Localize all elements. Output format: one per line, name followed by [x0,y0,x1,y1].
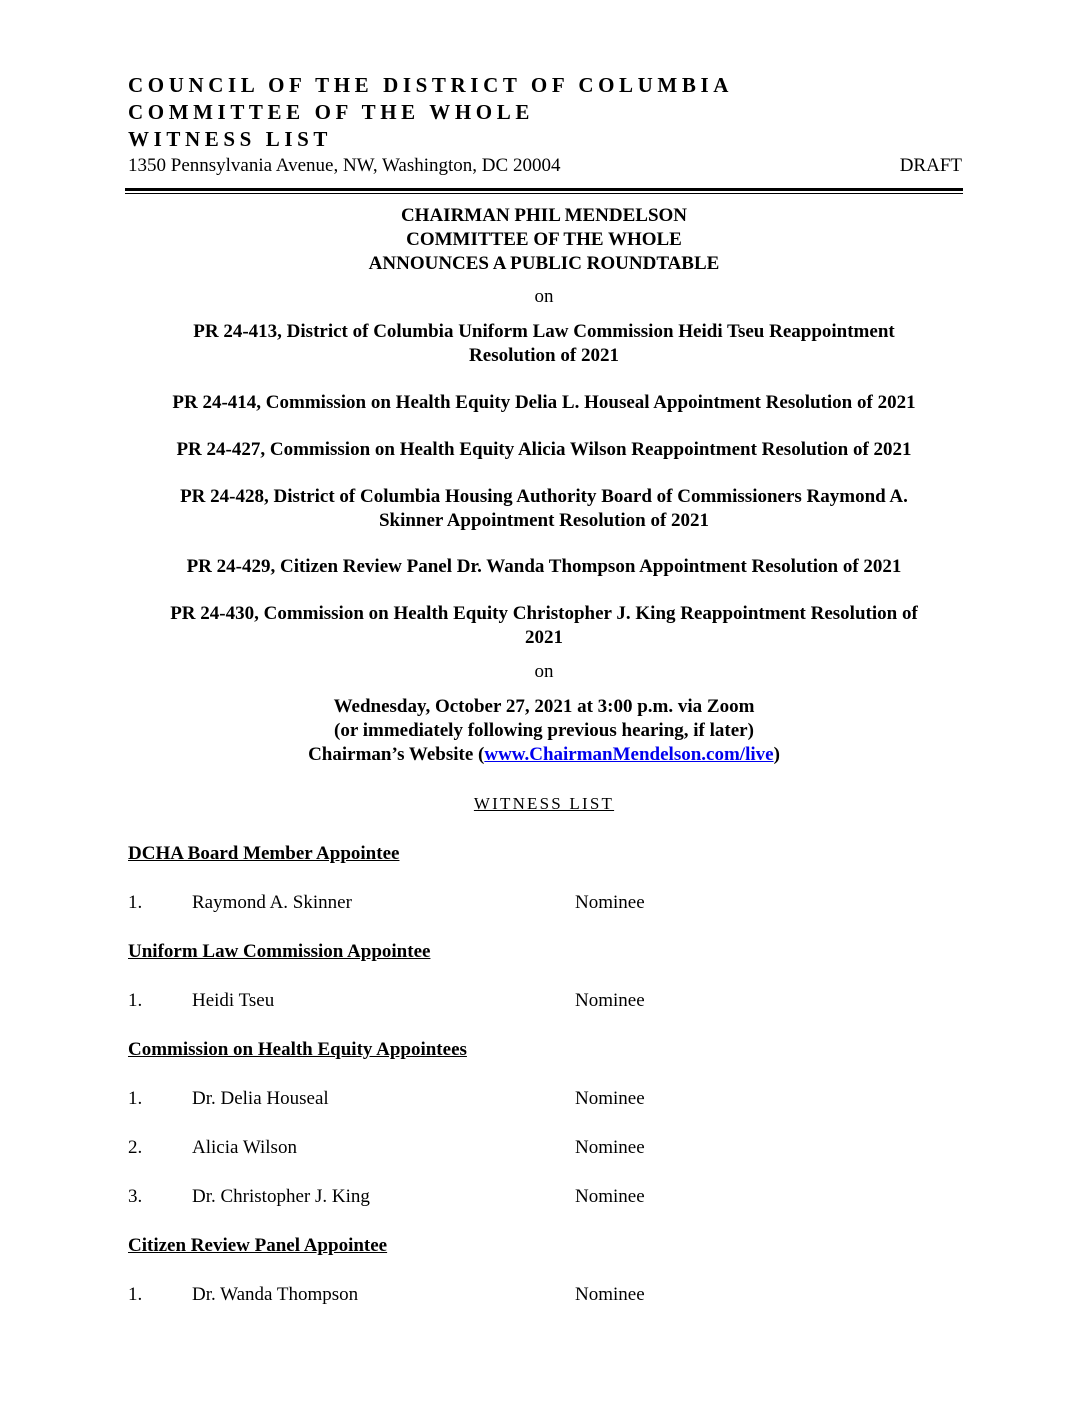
witness-number: 2. [128,1137,143,1158]
witness-name: Dr. Delia Houseal [192,1088,329,1109]
witness-number: 3. [128,1186,143,1207]
letterhead [128,72,962,178]
resolution-line: Resolution of 2021 [469,345,619,366]
witness-role: Nominee [575,1137,645,1158]
resolution-line: 2021 [525,627,563,648]
address-row [128,154,962,178]
resolution-item [120,555,968,579]
website-suffix: ) [773,744,780,765]
announcement-committee: COMMITTEE OF THE WHOLE [406,229,682,250]
chairman-name: CHAIRMAN PHIL MENDELSON [400,205,688,226]
resolution-item [120,438,968,462]
council-name: COUNCIL OF THE DISTRICT OF COLUMBIA [128,73,733,97]
resolution-line: PR 24-428, District of Columbia Housing Authority Board of Commissioners Raymond A. [180,486,908,507]
resolution-line: PR 24-414, Commission on Health Equity Delia L. Houseal Appointment Resolution of 2021 [172,392,916,413]
witness-role: Nominee [575,990,645,1011]
announcement-title: ANNOUNCES A PUBLIC ROUNDTABLE [368,253,720,274]
resolution-item [120,391,968,415]
hearing-note: (or immediately following previous hearing, if later) [334,720,754,741]
resolution-line: Skinner Appointment Resolution of 2021 [378,510,710,531]
resolution-line: PR 24-430, Commission on Health Equity Christopher J. King Reappointment Resolution of [170,603,918,624]
resolution-item [120,320,968,368]
witness-name: Raymond A. Skinner [192,892,352,913]
on-label: on [534,661,554,682]
resolution-line: PR 24-413, District of Columbia Uniform Law Commission Heidi Tseu Reappointment [193,321,895,342]
draft-label: DRAFT [899,155,962,176]
resolution-line: PR 24-427, Commission on Health Equity Alicia Wilson Reappointment Resolution of 2021 [176,439,912,460]
website-line [120,743,968,767]
header-rule-thin [125,193,963,194]
witness-number: 1. [128,1284,143,1305]
witness-role: Nominee [575,892,645,913]
resolution-line: PR 24-429, Citizen Review Panel Dr. Wanda Thompson Appointment Resolution of 2021 [186,556,902,577]
document-type: WITNESS LIST [128,127,333,151]
hearing-date: Wednesday, October 27, 2021 at 3:00 p.m. via Zoom [333,696,755,717]
witness-name: Dr. Christopher J. King [192,1186,370,1207]
section-title: Uniform Law Commission Appointee [128,941,431,962]
witness-number: 1. [128,1088,143,1109]
witness-role: Nominee [575,1088,645,1109]
on-label: on [534,286,554,307]
witness-name: Alicia Wilson [192,1137,297,1158]
witness-list-heading [120,792,968,816]
witness-name: Dr. Wanda Thompson [192,1284,359,1305]
witness-role: Nominee [575,1284,645,1305]
header-rule-thick [125,188,963,191]
schedule-block [120,695,968,767]
resolution-item [120,485,968,533]
witness-number: 1. [128,892,143,913]
witness-list-title: WITNESS LIST [473,794,615,813]
address: 1350 Pennsylvania Avenue, NW, Washington, DC 20004 [128,155,561,176]
website-prefix: Chairman’s Website ( [308,744,485,765]
witness-role: Nominee [575,1186,645,1207]
witness-number: 1. [128,990,143,1011]
committee-name: COMMITTEE OF THE WHOLE [128,100,534,124]
resolution-item [120,602,968,650]
section-title: Citizen Review Panel Appointee [128,1235,388,1256]
announcement-block [120,204,968,276]
witness-name: Heidi Tseu [192,990,275,1011]
website-link[interactable]: www.ChairmanMendelson.com/live [484,744,774,765]
section-title: Commission on Health Equity Appointees [128,1039,467,1060]
section-title: DCHA Board Member Appointee [128,843,400,864]
